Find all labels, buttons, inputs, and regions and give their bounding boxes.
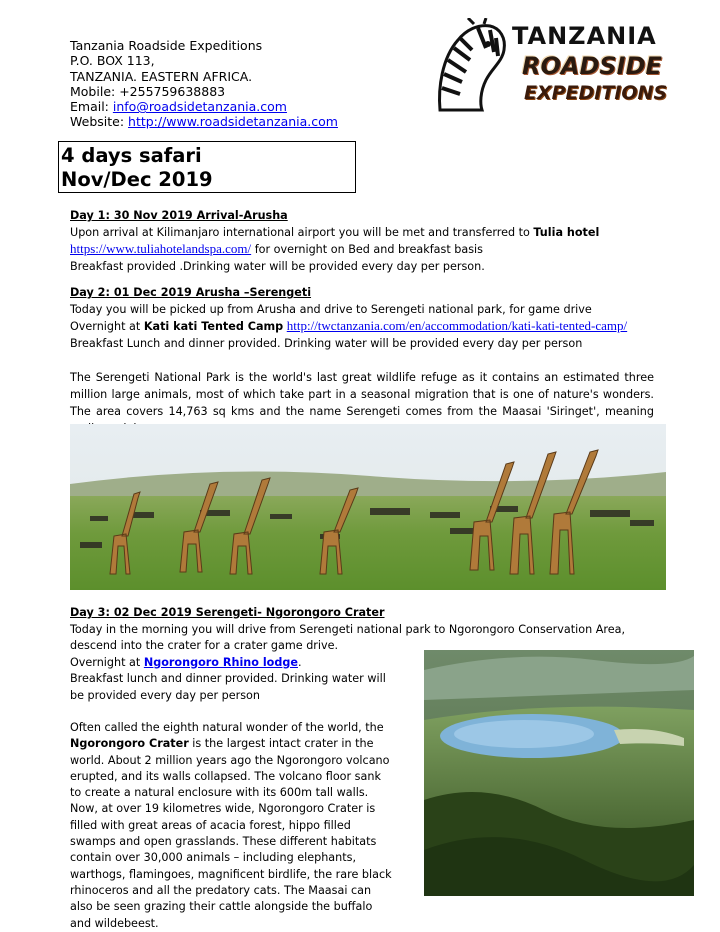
zebra-logo-icon [430, 18, 512, 113]
company-logo [430, 18, 700, 113]
po-box: P.O. BOX 113, [70, 53, 155, 69]
day1-text: Upon arrival at Kilimanjaro international airport you will be met and transferred to Tulia hotel [70, 225, 600, 239]
day3-heading: Day 3: 02 Dec 2019 Serengeti- Ngorongoro Crater [70, 606, 385, 619]
day1-hotel: Tulia hotel [533, 225, 600, 239]
day2-section [70, 285, 655, 352]
day3-meals: Breakfast lunch and dinner provided. Drinking water will be provided every day per person [70, 672, 386, 702]
title-line-2: Nov/Dec 2019 [61, 168, 213, 191]
day2-text: Today you will be picked up from Arusha and drive to Serengeti national park, for game drive [70, 302, 592, 316]
day1-meals: Breakfast provided .Drinking water will be provided every day per person. [70, 259, 485, 273]
ngorongoro-paragraph: Often called the eighth natural wonder of the world, the Ngorongoro Crater is the largest intact crater in the world. About 2 million years ago the Ngorongoro volcano erupted, and its walls collapsed. The volcano floor sank to create a natural enclosure with its 600m tall walls. Now, at over 19 kilometres wide, Ngorongoro Crater is filled with great areas of acacia forest, hippo filled swamps and open grasslands. These different habitats contain over 30,000 animals – including elephants, warthogs, flamingoes, magnificent birdlife, the rare black rhinoceros and all the predatory cats. The Maasai can also be seen grazing their cattle alongside the buffalo and wildebeest. [70, 721, 392, 930]
country: TANZANIA. EASTERN AFRICA. [70, 68, 253, 84]
ngorongoro-crater-name: Ngorongoro Crater [70, 737, 189, 751]
mobile: Mobile: +255759638883 [70, 83, 226, 99]
day1-hotel-link[interactable]: https://www.tuliahotelandspa.com/ [70, 241, 252, 256]
day2-camp-link[interactable]: http://twctanzania.com/en/accommodation/kati-kati-tented-camp/ [286, 318, 628, 333]
contact-block [70, 38, 338, 130]
company-name: Tanzania Roadside Expeditions [70, 38, 263, 53]
logo-roadside: ROADSIDE [522, 52, 662, 80]
day3-text1: Today in the morning you will drive from Serengeti national park to Ngorongoro Conservation Area, [70, 622, 626, 636]
day2-camp: Kati kati Tented Camp [143, 320, 284, 333]
title-box [58, 141, 356, 193]
day2-meals: Breakfast Lunch and dinner provided. Drinking water will be provided every day per person [70, 336, 583, 350]
website-line: Website: http://www.roadsidetanzania.com [70, 114, 338, 130]
day1-section [70, 208, 655, 275]
day1-link-line: https://www.tuliahotelandspa.com/ for overnight on Bed and breakfast basis [70, 241, 483, 256]
day2-overnight: Overnight at Kati kati Tented Camp http://twctanzania.com/en/accommodation/kati-kati-tented-camp/ [70, 318, 628, 333]
logo-expeditions: EXPEDITIONS [524, 82, 668, 104]
day3-text2: descend into the crater for a crater game drive. [70, 639, 339, 652]
day3-overnight: Overnight at Ngorongoro Rhino lodge. [70, 655, 302, 669]
email-line: Email: info@roadsidetanzania.com [70, 99, 287, 115]
day1-heading: Day 1: 30 Nov 2019 Arrival-Arusha [70, 209, 288, 222]
ngorongoro-crater-photo [424, 650, 694, 896]
logo-tanzania: TANZANIA [512, 22, 657, 50]
email-link[interactable]: info@roadsidetanzania.com [112, 99, 287, 115]
serengeti-giraffes-photo [70, 424, 666, 590]
serengeti-paragraph: The Serengeti National Park is the world's last great wildlife refuge as it contains an estimated three million large animals, most of which take part in a seasonal migration that is one of nature's wonders. The area covers 14,763 sq kms and the name Serengeti comes from the Maasai 'Siringet', meaning [70, 371, 654, 418]
title-line-1: 4 days safari [61, 144, 202, 167]
day3-lodge-link[interactable]: Ngorongoro Rhino lodge [143, 655, 298, 669]
website-link[interactable]: http://www.roadsidetanzania.com [128, 114, 338, 130]
day2-heading: Day 2: 01 Dec 2019 Arusha –Serengeti [70, 286, 312, 299]
